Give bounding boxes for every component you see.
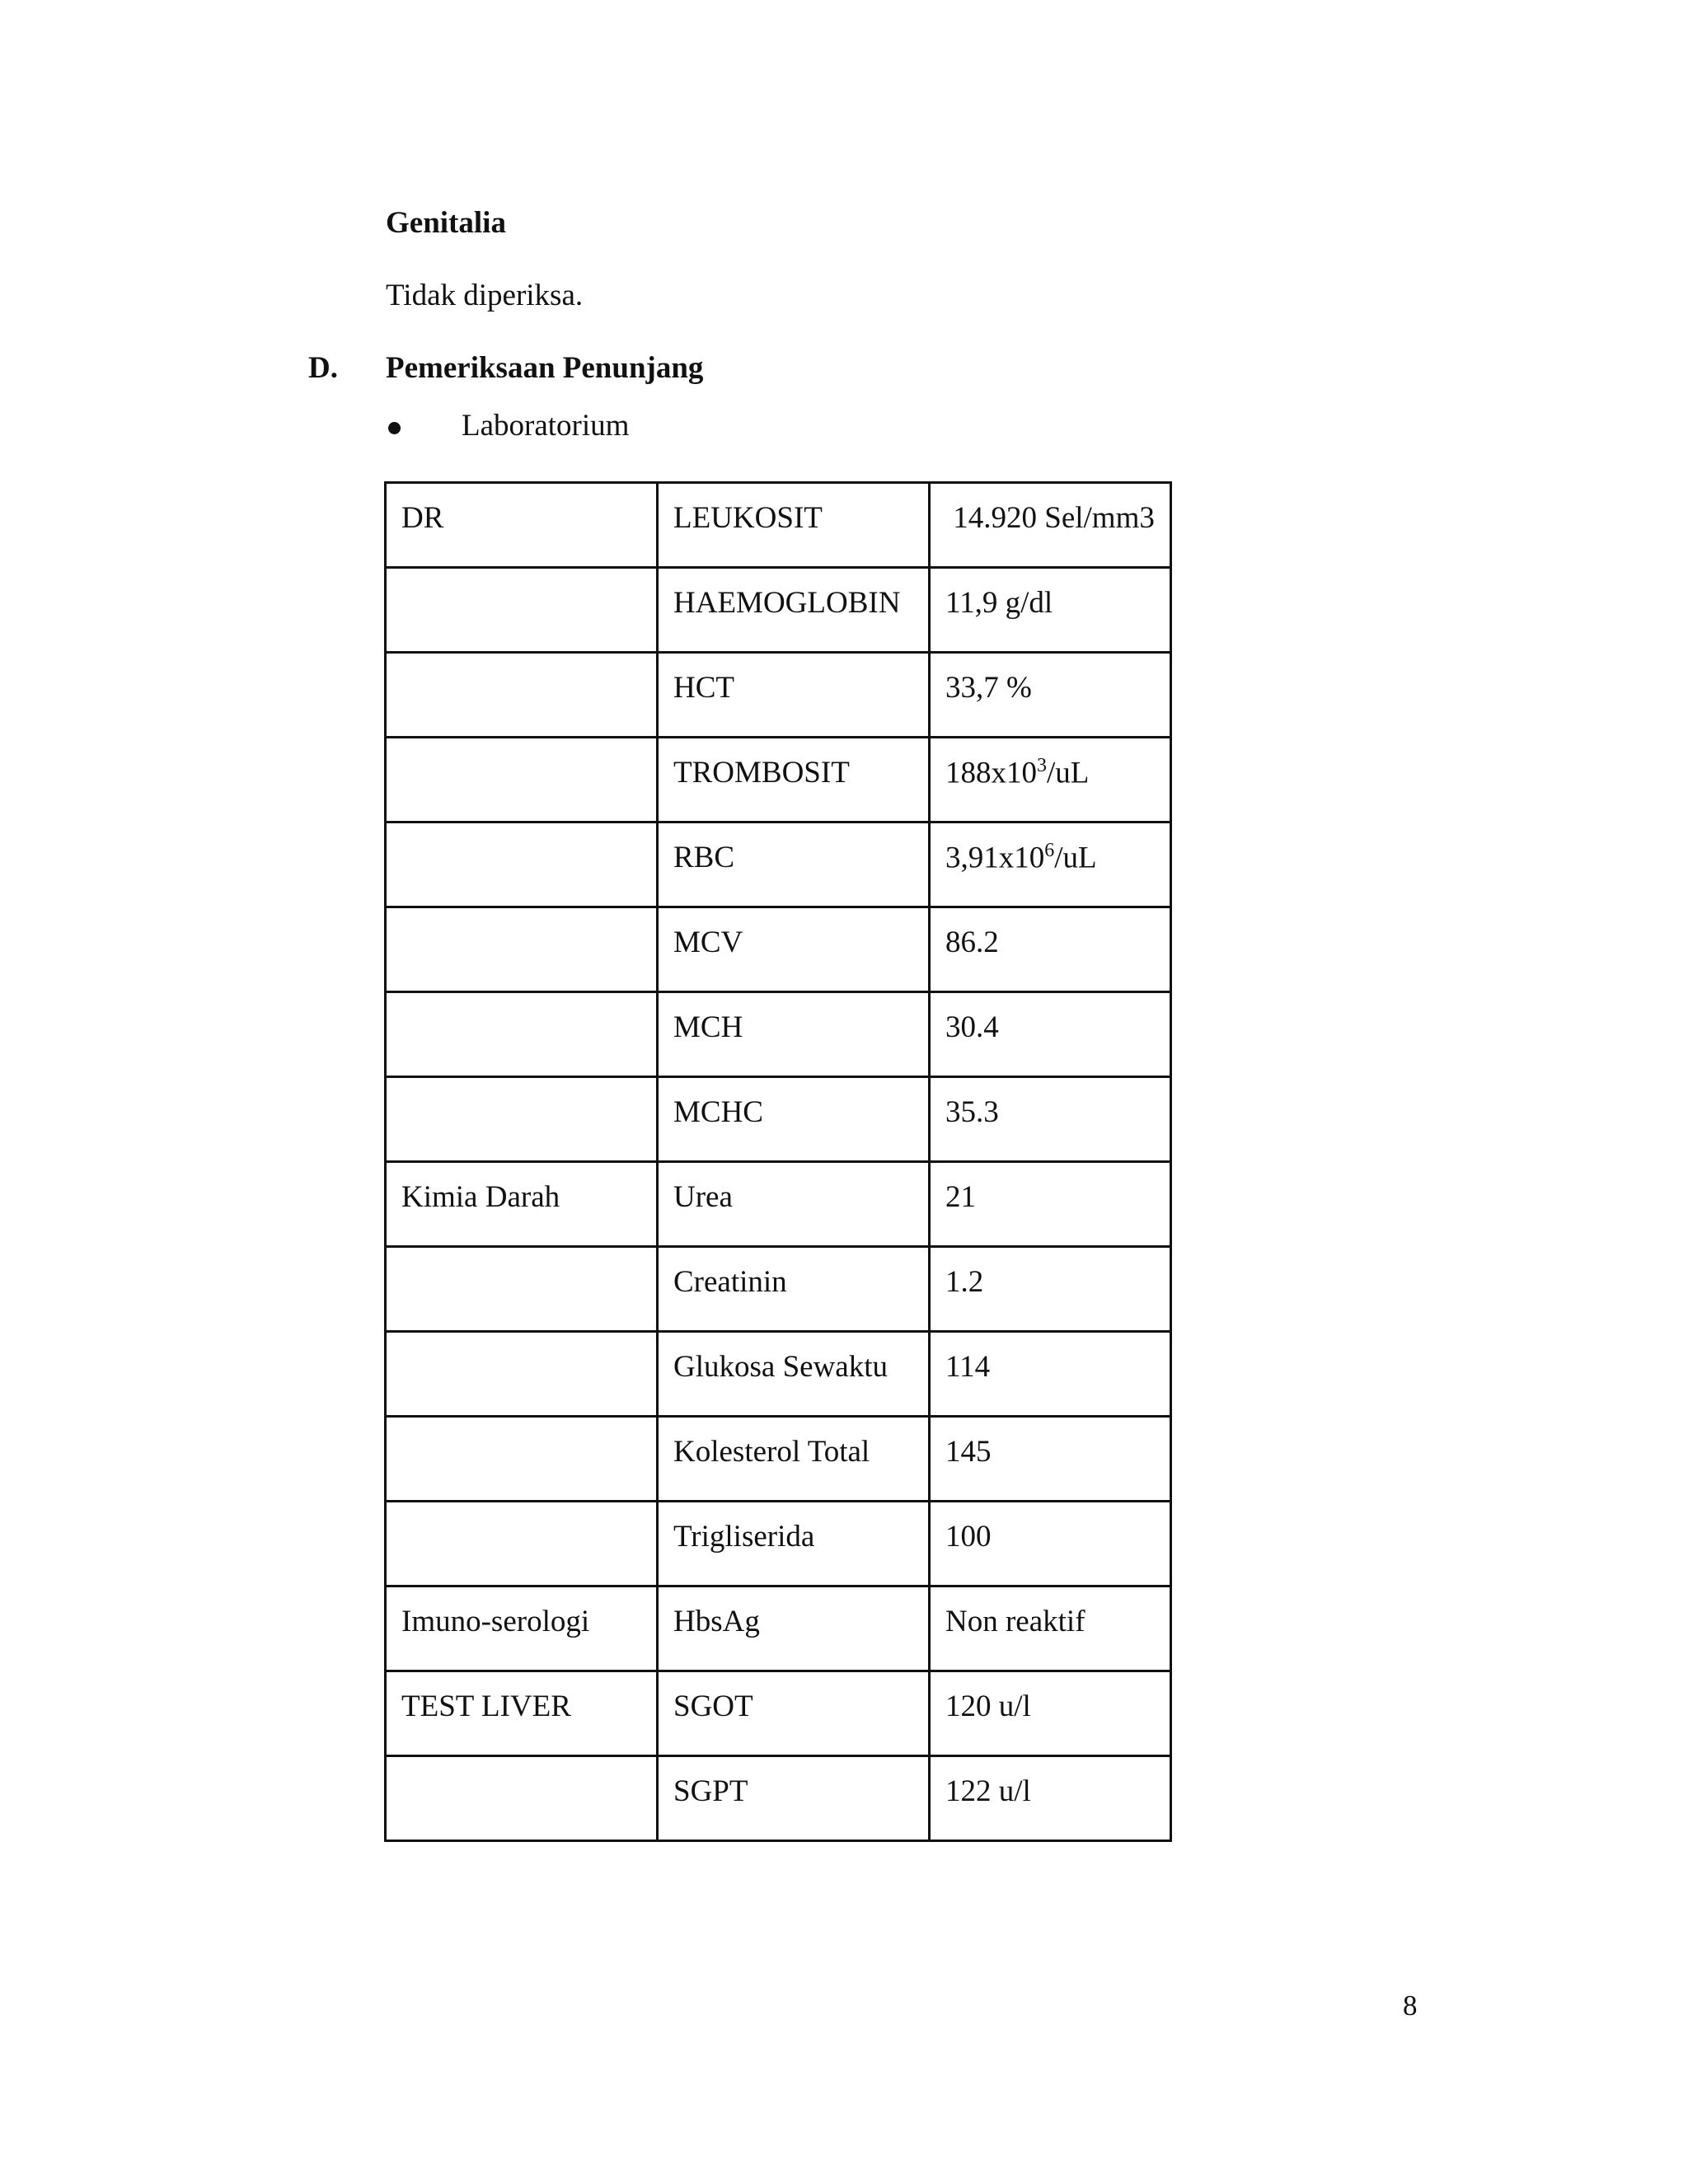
test-cell: Kolesterol Total xyxy=(658,1417,930,1502)
table-row xyxy=(386,1586,1171,1671)
page-number: 8 xyxy=(1403,1990,1418,2022)
result-cell: 1.2 xyxy=(930,1247,1171,1332)
table-row xyxy=(386,907,1171,992)
result-unit: /uL xyxy=(1054,841,1097,875)
group-cell xyxy=(386,568,658,653)
section-title: Pemeriksaan Penunjang xyxy=(386,351,704,385)
result-cell: 114 xyxy=(930,1332,1171,1417)
group-cell xyxy=(386,1417,658,1502)
result-cell: 33,7 % xyxy=(930,653,1171,738)
group-cell xyxy=(386,1247,658,1332)
group-cell xyxy=(386,1756,658,1841)
table-row xyxy=(386,823,1171,907)
result-cell: 35.3 xyxy=(930,1077,1171,1162)
test-cell: MCV xyxy=(658,907,930,992)
group-cell: TEST LIVER xyxy=(386,1671,658,1756)
test-cell: MCHC xyxy=(658,1077,930,1162)
table-row xyxy=(386,1756,1171,1841)
table-row xyxy=(386,1077,1171,1162)
result-cell: 30.4 xyxy=(930,992,1171,1077)
bullet-label: Laboratorium xyxy=(462,409,630,443)
table-row xyxy=(386,1162,1171,1247)
result-cell: 122 u/l xyxy=(930,1756,1171,1841)
group-cell xyxy=(386,992,658,1077)
result-unit: /uL xyxy=(1047,756,1090,790)
test-cell: MCH xyxy=(658,992,930,1077)
result-cell xyxy=(930,823,1171,907)
genitalia-heading: Genitalia xyxy=(386,206,506,240)
test-cell: Trigliserida xyxy=(658,1502,930,1586)
table-row xyxy=(386,992,1171,1077)
result-cell: 100 xyxy=(930,1502,1171,1586)
group-cell xyxy=(386,653,658,738)
test-cell: HAEMOGLOBIN xyxy=(658,568,930,653)
result-cell xyxy=(930,738,1171,823)
result-exponent: 3 xyxy=(1037,755,1047,776)
test-cell: SGPT xyxy=(658,1756,930,1841)
result-cell: 14.920 Sel/mm3 xyxy=(930,483,1171,568)
test-cell: Creatinin xyxy=(658,1247,930,1332)
bullet-icon xyxy=(388,422,401,434)
group-cell xyxy=(386,1332,658,1417)
table-row xyxy=(386,483,1171,568)
group-cell xyxy=(386,738,658,823)
test-cell: RBC xyxy=(658,823,930,907)
result-cell: 21 xyxy=(930,1162,1171,1247)
group-cell xyxy=(386,823,658,907)
test-cell: HbsAg xyxy=(658,1586,930,1671)
result-cell: 11,9 g/dl xyxy=(930,568,1171,653)
lab-results-table xyxy=(384,481,1172,1842)
test-cell: HCT xyxy=(658,653,930,738)
table-row xyxy=(386,1417,1171,1502)
table-row xyxy=(386,653,1171,738)
result-exponent: 6 xyxy=(1044,840,1055,861)
table-row xyxy=(386,1502,1171,1586)
group-cell: Imuno-serologi xyxy=(386,1586,658,1671)
result-cell: 145 xyxy=(930,1417,1171,1502)
result-main: 3,91x10 xyxy=(945,841,1045,875)
result-main: 188x10 xyxy=(945,756,1037,790)
result-cell: 86.2 xyxy=(930,907,1171,992)
test-cell: SGOT xyxy=(658,1671,930,1756)
genitalia-text: Tidak diperiksa. xyxy=(386,279,584,312)
table-row xyxy=(386,1671,1171,1756)
test-cell: Urea xyxy=(658,1162,930,1247)
table-row xyxy=(386,1332,1171,1417)
table-row xyxy=(386,568,1171,653)
test-cell: TROMBOSIT xyxy=(658,738,930,823)
test-cell: Glukosa Sewaktu xyxy=(658,1332,930,1417)
table-row xyxy=(386,1247,1171,1332)
group-cell xyxy=(386,907,658,992)
group-cell xyxy=(386,1502,658,1586)
group-cell: DR xyxy=(386,483,658,568)
result-cell: 120 u/l xyxy=(930,1671,1171,1756)
group-cell: Kimia Darah xyxy=(386,1162,658,1247)
test-cell: LEUKOSIT xyxy=(658,483,930,568)
section-letter: D. xyxy=(308,351,338,385)
result-cell: Non reaktif xyxy=(930,1586,1171,1671)
table-row xyxy=(386,738,1171,823)
group-cell xyxy=(386,1077,658,1162)
